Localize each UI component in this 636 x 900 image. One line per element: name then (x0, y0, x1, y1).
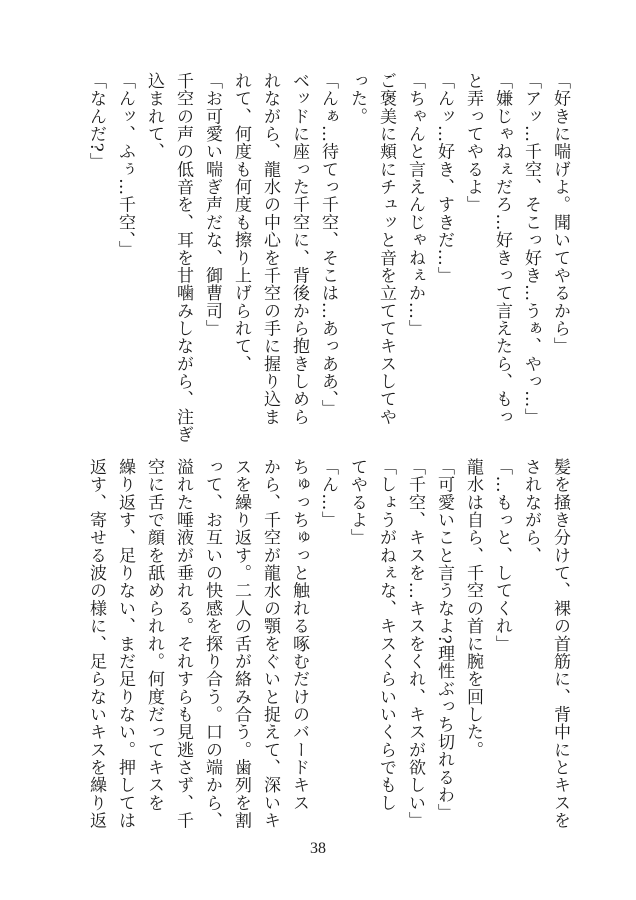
text-line: 「ちゃんと言えんじゃねぇか…」 (405, 72, 425, 338)
text-line: 「嫌じゃねぇだろ…好きって言えたら、もっ (492, 72, 512, 426)
text-line: 「なんだ?」 (86, 72, 106, 171)
text-line: 「アッ…千空、そこっ好き…うぁ、やっ…」 (521, 72, 541, 426)
text-line: と弄ってやるよ」 (463, 72, 483, 214)
lower-text-block (58, 458, 578, 830)
text-line: ベッドに座った千空に、背後から抱きしめら (289, 72, 309, 426)
text-line: ちゅっちゅっと触れる啄むだけのバードキス (289, 458, 309, 812)
text-line: 髪を掻き分けて、裸の首筋に、背中にとキスを (550, 458, 570, 830)
text-line: 「お可愛い喘ぎ声だな、御曹司」 (202, 72, 222, 338)
page-number: 38 (310, 840, 326, 857)
text-line: れて、何度も何度も擦り上げられて、 (231, 72, 251, 373)
text-line: 「ん…」 (318, 458, 338, 529)
text-line: 「好きに喘げよ。聞いてやるから」 (550, 72, 570, 355)
text-line: 込まれて、 (144, 72, 164, 161)
text-line: 「可愛いこと言うなよ?理性ぶっち切れるわ」 (434, 458, 454, 822)
text-line: スを繰り返す。二人の舌が絡み合う。歯列を割 (231, 458, 251, 830)
upper-text-block (58, 72, 578, 444)
text-line: てやるよ」 (347, 458, 367, 547)
text-line: 「んッ、ふぅ…千空、」 (115, 72, 135, 258)
text-line: 空に舌で顔を舐められれ。何度だってキスを (144, 458, 164, 812)
text-line: ご褒美に頬にチュッと音を立ててキスしてや (376, 72, 396, 426)
text-line: 溢れた唾液が垂れる。それすらも見逃さず、千 (173, 458, 193, 830)
text-line: 龍水は自ら、千空の首に腕を回した。 (463, 458, 483, 759)
text-line: 「…もっと、してくれ」 (492, 458, 512, 653)
text-line: から、千空が龍水の顎をぐいと捉えて、深いキ (260, 458, 280, 830)
text-line: 繰り返す、足りない、まだ足りない。押しては (115, 458, 135, 830)
text-line: 「千空、キスを…キスをくれ、キスが欲しい」 (405, 458, 425, 830)
text-line: った。 (347, 72, 367, 126)
text-line: って、お互いの快感を探り合う。口の端から、 (202, 458, 222, 830)
text-line: されながら、 (521, 458, 541, 565)
text-line: 「んぁ…待てっ千空、そこは…あっああ、」 (318, 72, 338, 418)
text-line: 千空の声の低音を、耳を甘噛みしながら、注ぎ (173, 72, 193, 444)
text-line: 「しょうがねぇな、キスくらいいくらでもし (376, 458, 396, 812)
text-line: 「んッ…好き、すきだ…」 (434, 72, 454, 285)
text-line: 返す、寄せる波の様に、足らないキスを繰り返 (86, 458, 106, 830)
text-line: れながら、龍水の中心を千空の手に握り込ま (260, 72, 280, 426)
